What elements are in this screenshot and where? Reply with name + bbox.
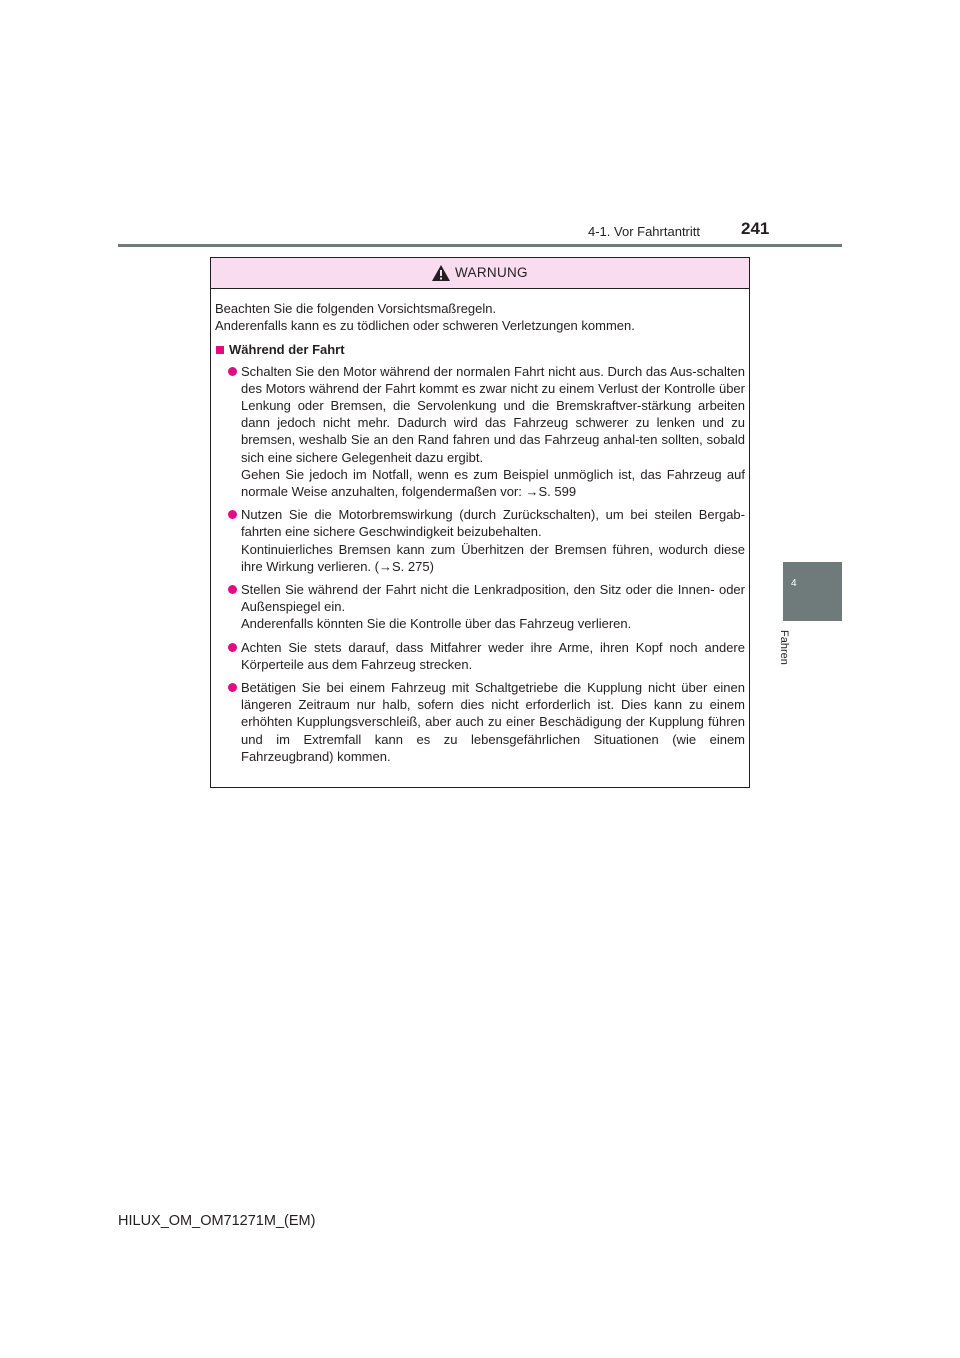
document-code: HILUX_OM_OM71271M_(EM) <box>118 1213 316 1229</box>
header-section-title: 4-1. Vor Fahrtantritt <box>588 224 700 239</box>
warning-list <box>215 363 745 765</box>
square-bullet-icon <box>216 346 224 354</box>
round-bullet-icon <box>228 367 237 376</box>
list-item <box>215 581 745 633</box>
header-rule <box>118 244 842 247</box>
warning-body <box>211 289 749 765</box>
chapter-tab-number: 4 <box>791 578 797 589</box>
item-paragraph: Achten Sie stets darauf, dass Mitfahrer weder ihre Arme, ihren Kopf noch andere Körperteile aus dem Fahrzeug strecken. <box>241 639 745 672</box>
item-paragraph: Nutzen Sie die Motorbremswirkung (durch Zurückschalten), um bei steilen Bergab-fahrten eine sichere Geschwindigkeit beizubehalten. <box>241 507 745 540</box>
list-item <box>215 639 745 673</box>
warning-intro <box>215 300 745 334</box>
round-bullet-icon <box>228 683 237 692</box>
page-number: 241 <box>741 219 770 238</box>
chapter-tab <box>783 562 842 621</box>
warning-subheading <box>215 341 745 358</box>
round-bullet-icon <box>228 510 237 519</box>
warning-triangle-icon <box>431 264 451 282</box>
item-paragraph: Schalten Sie den Motor während der normalen Fahrt nicht aus. Durch das Aus-schalten des Motors während der Fahrt kommt es zwar nicht zu einem Verlust der Kontrolle über Lenkung oder Bremsen, die Servolenkung und die Bremskraftver-stärkung arbeiten dann jedoch nicht mehr. Dadurch wird das Fahrzeug schwerer zu lenken und zu bremsen, weshalb Sie an den Rand fahren und das Fahrzeug anhal-ten sollten, sobald sich eine sichere Gelegenheit dazu ergibt. <box>241 363 745 465</box>
list-item <box>215 679 745 765</box>
warning-title: WARNUNG <box>455 265 528 280</box>
item-paragraph: Kontinuierliches Bremsen kann zum Überhitzen der Bremsen führen, wodurch diese ihre Wirkung verlieren. (→S. 275) <box>241 541 745 574</box>
round-bullet-icon <box>228 643 237 652</box>
subheading-text: Während der Fahrt <box>229 342 345 358</box>
item-paragraph: Stellen Sie während der Fahrt nicht die Lenkradposition, den Sitz oder die Innen- oder Außenspiegel ein. <box>241 582 745 615</box>
round-bullet-icon <box>228 585 237 594</box>
warning-header <box>211 258 749 289</box>
intro-line: Anderenfalls kann es zu tödlichen oder schweren Verletzungen kommen. <box>215 318 635 334</box>
list-item <box>215 363 745 501</box>
item-paragraph: Gehen Sie jedoch im Notfall, wenn es zum Beispiel unmöglich ist, das Fahrzeug auf normale Weise anzuhalten, folgendermaßen vor: →S. 599 <box>241 466 745 500</box>
item-paragraph: Betätigen Sie bei einem Fahrzeug mit Schaltgetriebe die Kupplung nicht über einen längeren Zeitraum nur halb, sofern dies nicht erforderlich ist. Dies kann zu einem erhöhten Kupplungsverschleiß, aber auch zu einer Beschädigung der Kupplung führen und im Extremfall kann es zu lebensgefährlichen Situationen (wie einem Fahrzeugbrand) kommen. <box>241 680 745 764</box>
warning-box <box>210 257 750 788</box>
chapter-tab-label-wrap <box>778 630 806 680</box>
list-item <box>215 506 745 575</box>
chapter-tab-label: Fahren <box>778 630 790 665</box>
intro-line: Beachten Sie die folgenden Vorsichtsmaßregeln. <box>215 301 497 316</box>
item-paragraph: Anderenfalls könnten Sie die Kontrolle über das Fahrzeug verlieren. <box>241 616 632 632</box>
